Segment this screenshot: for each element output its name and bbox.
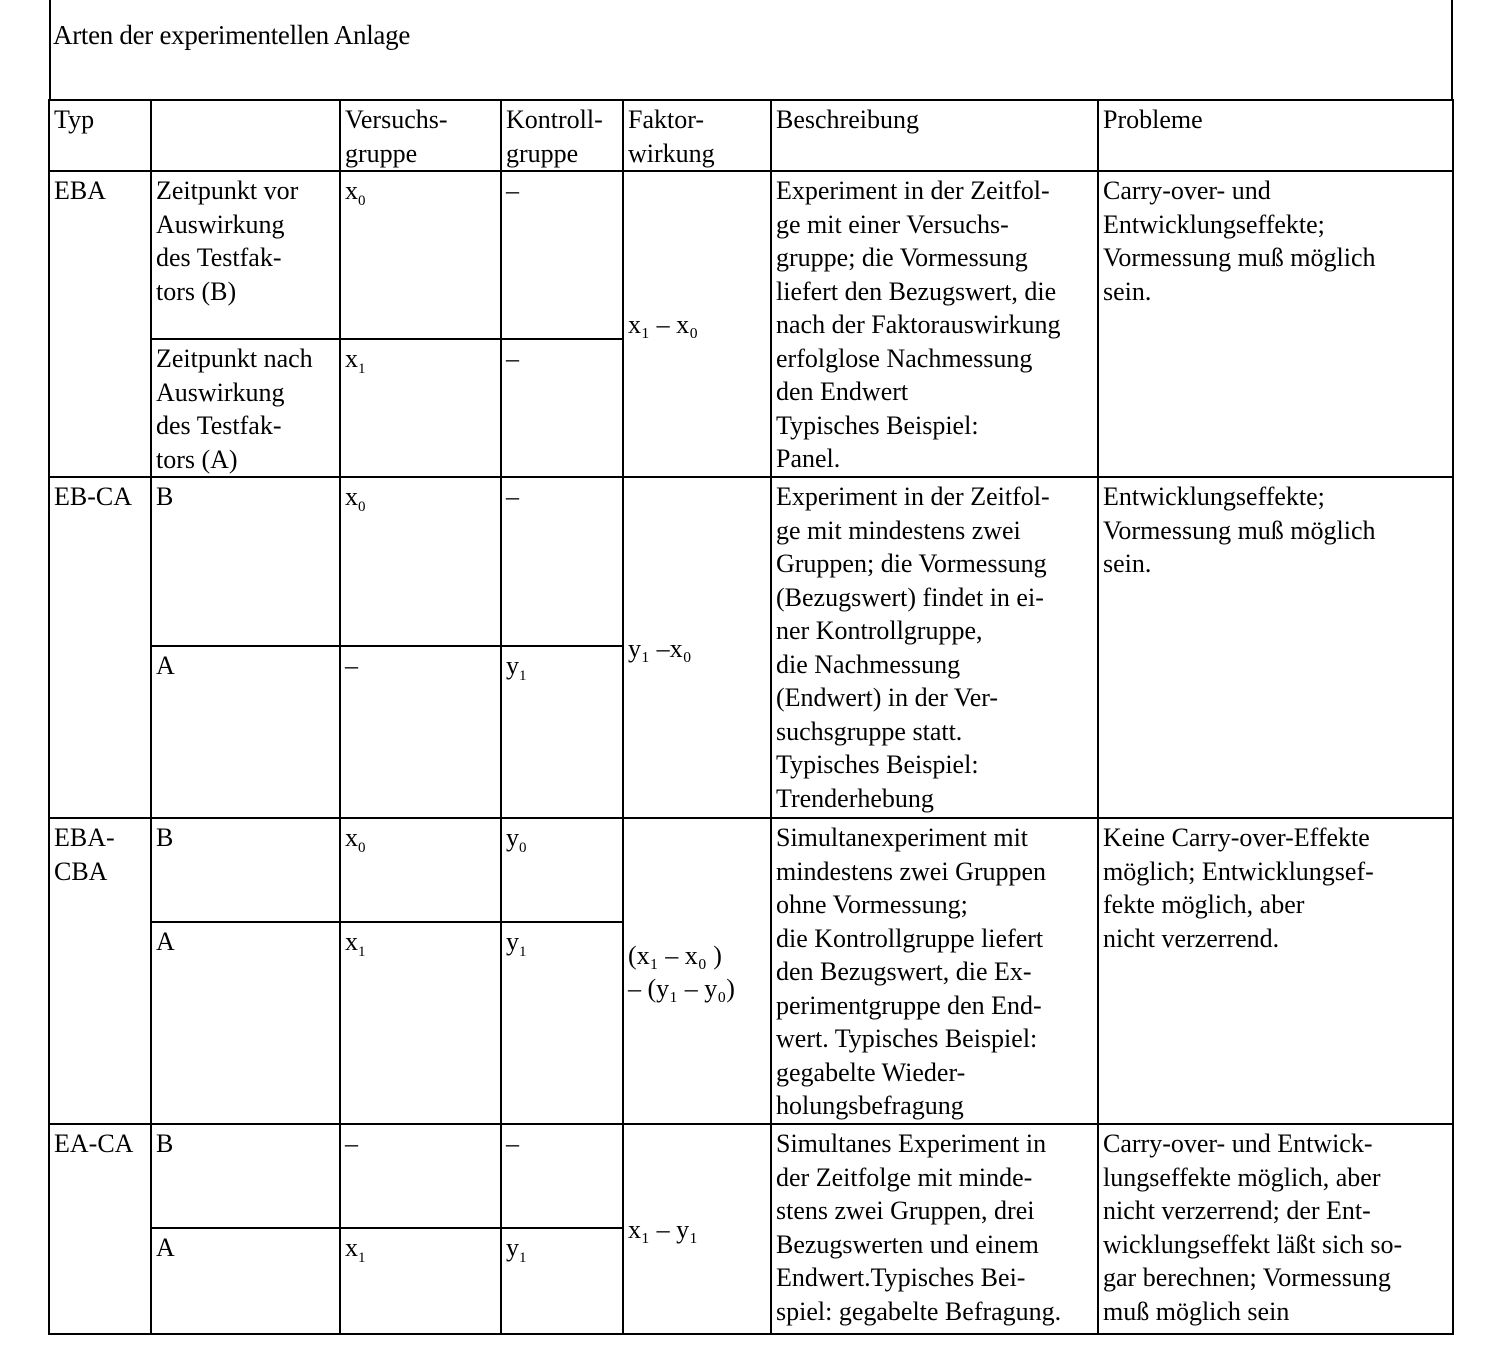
faktorwirkung-cell: x₁ – y₁ [623, 1124, 771, 1334]
faktorwirkung-cell: x₁ – x₀ [623, 171, 771, 477]
kontrollgruppe-cell [501, 171, 623, 339]
kontroll-subscript: 0 [519, 840, 527, 857]
beschreibung-cell: Experiment in der Zeitfol- ge mit einer Versuchs- gruppe; die Vormessung liefert den Bezugswert, die nach der Faktorauswirkung erfolglose Nachmessung den Endwert Typisches Beispiel: Panel. [771, 171, 1098, 477]
versuch-value: x [345, 1233, 358, 1262]
zeitpunkt-cell: A [151, 1228, 340, 1334]
versuchsgruppe-cell [340, 818, 501, 922]
header-kontrollgruppe: Kontroll- gruppe [501, 100, 623, 171]
header-probleme: Probleme [1098, 100, 1453, 171]
kontroll-subscript: 1 [519, 1250, 527, 1267]
versuchsgruppe-cell [340, 1124, 501, 1228]
kontroll-subscript: 1 [519, 944, 527, 961]
table-row-eba [49, 171, 1453, 339]
versuch-subscript: 1 [358, 944, 366, 961]
kontroll-value: y [506, 1233, 519, 1262]
kontrollgruppe-cell [501, 1124, 623, 1228]
header-beschreibung: Beschreibung [771, 100, 1098, 171]
kontrollgruppe-cell [501, 1228, 623, 1334]
versuch-subscript: 0 [358, 499, 366, 516]
versuch-value: – [345, 1129, 358, 1158]
kontrollgruppe-cell [501, 477, 623, 646]
versuch-value: – [345, 651, 358, 680]
zeitpunkt-cell: A [151, 646, 340, 818]
probleme-cell: Carry-over- und Entwicklungseffekte; Vormessung muß möglich sein. [1098, 171, 1453, 477]
experiment-types-table [48, 99, 1454, 1335]
zeitpunkt-cell: Zeitpunkt vor Auswirkung des Testfak- tors (B) [151, 171, 340, 339]
versuchsgruppe-cell [340, 477, 501, 646]
typ-cell: EB-CA [49, 477, 151, 818]
header-typ: Typ [49, 100, 151, 171]
zeitpunkt-cell: B [151, 818, 340, 922]
table-row-ea-ca [49, 1124, 1453, 1228]
probleme-cell: Entwicklungseffekte; Vormessung muß möglich sein. [1098, 477, 1453, 818]
versuchsgruppe-cell [340, 922, 501, 1124]
kontroll-value: y [506, 651, 519, 680]
faktorwirkung-cell: (x₁ – x₀ ) – (y₁ – y₀) [623, 818, 771, 1124]
table-row-eba-cba [49, 818, 1453, 922]
zeitpunkt-cell: Zeitpunkt nach Auswirkung des Testfak- tors (A) [151, 339, 340, 477]
kontroll-value: – [506, 344, 519, 373]
zeitpunkt-cell: A [151, 922, 340, 1124]
typ-cell: EBA- CBA [49, 818, 151, 1124]
probleme-cell: Keine Carry-over-Effekte möglich; Entwicklungsef- fekte möglich, aber nicht verzerrend. [1098, 818, 1453, 1124]
versuch-value: x [345, 176, 358, 205]
versuch-value: x [345, 927, 358, 956]
versuchsgruppe-cell [340, 1228, 501, 1334]
typ-cell: EBA [49, 171, 151, 477]
versuchsgruppe-cell [340, 339, 501, 477]
versuch-subscript: 0 [358, 193, 366, 210]
table-row-eb-ca [49, 477, 1453, 646]
versuch-subscript: 0 [358, 840, 366, 857]
kontroll-value: – [506, 482, 519, 511]
kontrollgruppe-cell [501, 646, 623, 818]
header-faktorwirkung: Faktor- wirkung [623, 100, 771, 171]
header-row [49, 100, 1453, 171]
zeitpunkt-cell: B [151, 1124, 340, 1228]
versuch-value: x [345, 344, 358, 373]
table-title: Arten der experimentellen Anlage [53, 20, 410, 50]
versuch-subscript: 1 [358, 361, 366, 378]
kontroll-value: – [506, 176, 519, 205]
kontroll-value: y [506, 823, 519, 852]
header-zeitpunkt [151, 100, 340, 171]
versuch-value: x [345, 823, 358, 852]
zeitpunkt-cell: B [151, 477, 340, 646]
versuch-subscript: 1 [358, 1250, 366, 1267]
kontroll-value: – [506, 1129, 519, 1158]
kontrollgruppe-cell [501, 818, 623, 922]
kontroll-subscript: 1 [519, 668, 527, 685]
faktorwirkung-cell: y₁ –x₀ [623, 477, 771, 818]
versuch-value: x [345, 482, 358, 511]
probleme-cell: Carry-over- und Entwick- lungseffekte möglich, aber nicht verzerrend; der Ent- wicklungseffekt läßt sich so- gar berechnen; Vormessung muß möglich sein [1098, 1124, 1453, 1334]
beschreibung-cell: Simultanexperiment mit mindestens zwei Gruppen ohne Vormessung; die Kontrollgruppe liefert den Bezugswert, die Ex- perimentgruppe den End- wert. Typisches Beispiel: gegabelte Wieder- holungsbefragung [771, 818, 1098, 1124]
versuchsgruppe-cell [340, 171, 501, 339]
kontroll-value: y [506, 927, 519, 956]
header-versuchsgruppe: Versuchs- gruppe [340, 100, 501, 171]
typ-cell: EA-CA [49, 1124, 151, 1334]
beschreibung-cell: Simultanes Experiment in der Zeitfolge mit minde- stens zwei Gruppen, drei Bezugswerten und einem Endwert.Typisches Bei- spiel: gegabelte Befragung. [771, 1124, 1098, 1334]
versuchsgruppe-cell [340, 646, 501, 818]
kontrollgruppe-cell [501, 339, 623, 477]
beschreibung-cell: Experiment in der Zeitfol- ge mit mindestens zwei Gruppen; die Vormessung (Bezugswert) findet in ei- ner Kontrollgruppe, die Nachmessung (Endwert) in der Ver- suchsgruppe statt. Typisches Beispiel: Trenderhebung [771, 477, 1098, 818]
kontrollgruppe-cell [501, 922, 623, 1124]
